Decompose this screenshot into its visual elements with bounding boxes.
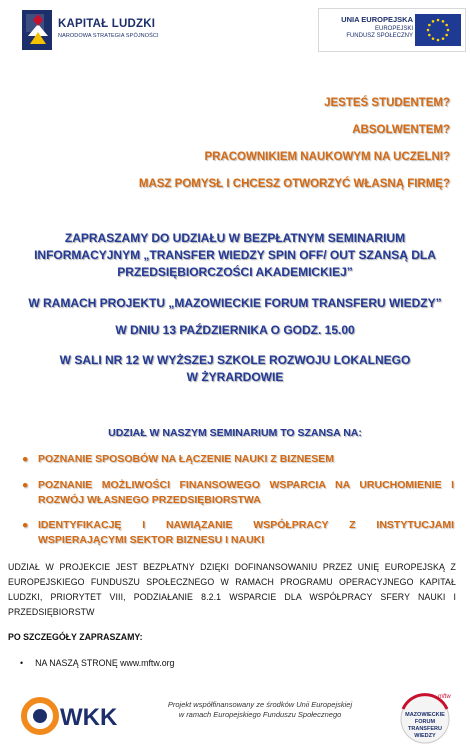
- question-researcher: PRACOWNIKIEM NAUKOWYM NA UCZELNI?: [204, 151, 450, 163]
- kapital-ludzki-logo: [22, 10, 172, 52]
- wkk-text: WKK: [60, 704, 118, 731]
- eu-star-icon: [428, 34, 431, 37]
- wkk-logo: [20, 694, 132, 738]
- eu-subtitle-2: FUNDUSZ SPOŁECZNY: [346, 33, 413, 39]
- website-link[interactable]: NA NASZĄ STRONĘ www.mftw.org: [35, 658, 175, 668]
- eu-star-icon: [447, 29, 450, 32]
- eu-star-icon: [427, 29, 430, 32]
- mftw-line: MAZOWIECKIE: [405, 712, 445, 718]
- eu-star-icon: [428, 24, 431, 27]
- eu-title: UNIA EUROPEJSKA: [341, 15, 413, 24]
- eu-subtitle-1: EUROPEJSKI: [374, 26, 413, 32]
- eu-star-icon: [437, 39, 440, 42]
- project-line: W RAMACH PROJEKTU „MAZOWIECKIE FORUM TRANSFERU WIEDZY”: [28, 296, 442, 310]
- mftw-arc-text: mftw: [438, 694, 451, 700]
- cofinancing-line-1: Projekt współfinansowany ze środków Unii Europejskiej: [167, 700, 353, 709]
- place-line: [18, 352, 452, 386]
- eu-star-icon: [432, 37, 435, 40]
- eu-star-icon: [445, 24, 448, 27]
- eu-logo: [318, 8, 466, 52]
- kapital-ludzki-emblem-icon: [22, 10, 54, 50]
- eu-star-icon: [432, 20, 435, 23]
- bullet-icon: ●: [22, 453, 29, 465]
- cofinancing-note: [150, 700, 370, 720]
- date-line: W DNIU 13 PAŹDZIERNIKA O GODZ. 15.00: [115, 323, 355, 337]
- place-line-1: W SALI NR 12 W WYŻSZEJ SZKOLE ROZWOJU LOKALNEGO: [59, 353, 411, 367]
- bullet-text: POZNANIE MOŻLIWOŚCI FINANSOWEGO WSPARCIA NA URUCHOMIENIE I ROZWÓJ WŁASNEGO PRZEDSIĘBIORSTWA: [38, 479, 454, 506]
- bullet-icon: ●: [22, 479, 29, 491]
- list-item: [22, 478, 454, 508]
- seminar-invitation: [18, 230, 452, 281]
- bullet-icon: ●: [22, 519, 29, 531]
- place-line-2: W ŻYRARDOWIE: [186, 370, 284, 384]
- invite-line-3: PRZEDSIĘBIORCZOŚCI AKADEMICKIEJ”: [117, 265, 353, 279]
- kl-subtitle: NARODOWA STRATEGIA SPÓJNOŚCI: [58, 33, 159, 39]
- question-graduate: ABSOLWENTEM?: [352, 124, 450, 136]
- list-item: [22, 452, 454, 467]
- bullet-icon: •: [20, 658, 24, 668]
- mftw-line: WIEDZY: [414, 733, 436, 739]
- eu-star-icon: [442, 37, 445, 40]
- details-label: PO SZCZEGÓŁY ZAPRASZAMY:: [8, 632, 143, 642]
- eu-star-icon: [442, 20, 445, 23]
- cofinancing-line-2: w ramach Europejskiego Funduszu Społecznego: [178, 710, 342, 719]
- mftw-line: TRANSFERU: [408, 726, 442, 732]
- invite-line-2: INFORMACYJNYM „TRANSFER WIEDZY SPIN OFF/ OUT SZANSĄ DLA: [34, 248, 436, 262]
- bullet-text: POZNANIE SPOSOBÓW NA ŁĄCZENIE NAUKI Z BIZNESEM: [38, 453, 334, 465]
- eu-flag-icon: [415, 14, 461, 46]
- bullet-text: IDENTYFIKACJĘ I NAWIĄZANIE WSPÓŁPRACY Z INSTYTUCJAMI WSPIERAJĄCYMI SEKTOR BIZNESU I NAUKI: [38, 519, 454, 546]
- funding-paragraph: UDZIAŁ W PROJEKCIE JEST BEZPŁATNY DZIĘKI DOFINANSOWANIU PRZEZ UNIĘ EUROPEJSKĄ Z EUROPEJSKIEGO FUNDUSZU SPOŁECZNEGO W RAMACH PROGRAMU OPERACYJNEGO KAPITAŁ LUDZKI, PRIORYTET VIII, PODZIAŁANIE 8.2.1 WSPARCIE DLA WSPÓŁPRACY SFERY NAUKI I PRZEDSIĘBIORSTW: [8, 562, 456, 617]
- invite-line-1: ZAPRASZAMY DO UDZIAŁU W BEZPŁATNYM SEMINARIUM: [64, 231, 406, 245]
- question-business-idea: MASZ POMYSŁ I CHCESZ OTWORZYĆ WŁASNĄ FIRMĘ?: [138, 178, 450, 190]
- list-item: [22, 518, 454, 548]
- kl-title: KAPITAŁ LUDZKI: [58, 18, 156, 30]
- mftw-logo: [394, 689, 456, 745]
- eu-star-icon: [437, 19, 440, 22]
- chance-heading: UDZIAŁ W NASZYM SEMINARIUM TO SZANSA NA:: [108, 427, 362, 439]
- mftw-line: FORUM: [414, 719, 436, 725]
- website-item[interactable]: [20, 658, 174, 668]
- question-student: JESTEŚ STUDENTEM?: [324, 97, 450, 109]
- eu-star-icon: [445, 34, 448, 37]
